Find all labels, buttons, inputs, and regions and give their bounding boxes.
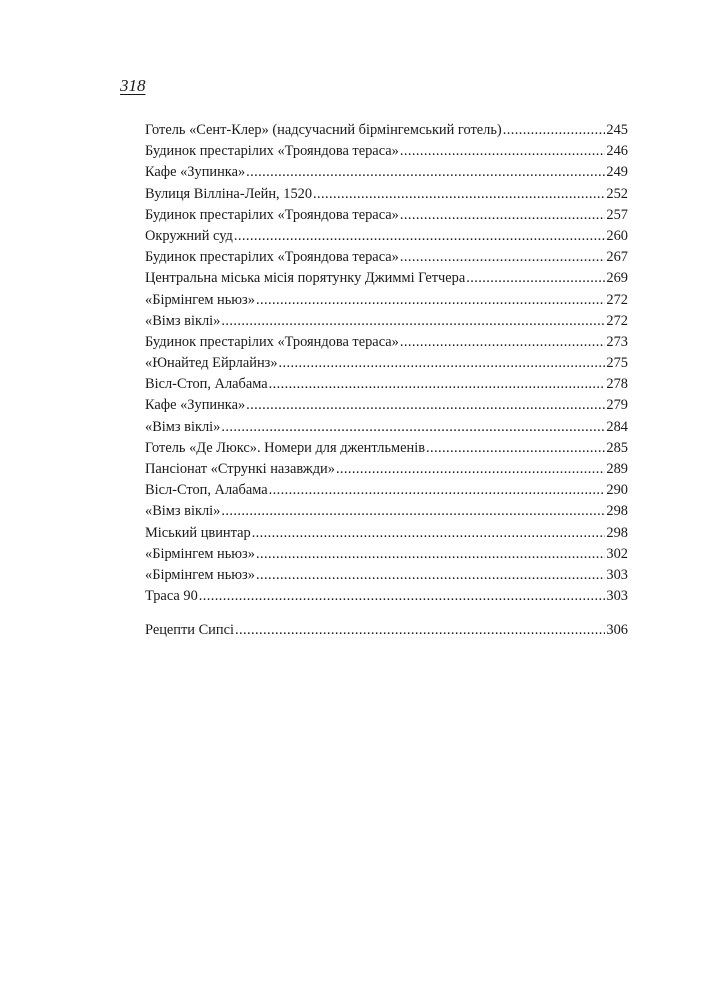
toc-entry-page: 278 (606, 376, 628, 393)
toc-entry-title: Окружний суд (145, 227, 233, 244)
toc-dot-leader (426, 438, 605, 459)
toc-entry-title: Вулиця Вілліна-Лейн, 1520 (145, 185, 313, 202)
toc-dot-leader (400, 205, 606, 226)
toc-entry-title: «Бірмінгем ньюз» (145, 545, 255, 562)
toc-entry (145, 184, 628, 205)
toc-entry (145, 332, 628, 353)
toc-entry-title: Рецепти Сипсі (145, 622, 234, 639)
toc-entry (145, 353, 628, 374)
toc-dot-leader (400, 247, 606, 268)
toc-entry-page: 245 (606, 122, 628, 138)
toc-entry (145, 417, 628, 438)
toc-dot-leader (221, 311, 605, 332)
toc-group (145, 620, 628, 641)
toc-entry (145, 120, 628, 141)
toc-entry (145, 268, 628, 289)
toc-dot-leader (252, 523, 606, 544)
toc-group (145, 120, 628, 607)
toc-entry-title: Кафе «Зупинка» (145, 397, 246, 414)
toc-dot-leader (269, 374, 606, 395)
toc-entry-page: 260 (606, 227, 628, 244)
toc-entry-page: 285 (606, 439, 628, 456)
toc-entry-page: 272 (606, 312, 628, 329)
toc-entry-title: «Бірмінгем ньюз» (145, 291, 255, 308)
toc-entry-page: 246 (606, 143, 628, 160)
toc-entry-title: Траса 90 (145, 588, 198, 605)
toc-entry (145, 586, 628, 607)
toc-entry-page: 269 (606, 270, 628, 287)
toc-entry-title: Центральна міська місія порятунку Джиммі Гетчера (145, 270, 466, 287)
toc-entry-title: Будинок престарілих «Трояндова тераса» (145, 249, 399, 266)
toc-entry-title: «Юнайтед Ейрлайнз» (145, 355, 278, 372)
toc-entry-title: «Вімз віклі» (145, 312, 221, 329)
toc-entry (145, 205, 628, 226)
toc-dot-leader (246, 395, 605, 416)
toc-entry-title: Будинок престарілих «Трояндова тераса» (145, 206, 399, 223)
toc-dot-leader (256, 290, 605, 311)
toc-entry (145, 226, 628, 247)
toc-entry-page: 257 (606, 206, 628, 223)
toc-entry (145, 480, 628, 501)
toc-entry-page: 298 (606, 503, 628, 520)
toc-entry (145, 459, 628, 480)
toc-entry (145, 395, 628, 416)
toc-entry-page: 273 (606, 333, 628, 350)
toc-dot-leader (400, 332, 606, 353)
toc-entry-page: 303 (606, 566, 628, 583)
toc-entry-page: 298 (606, 524, 628, 541)
toc-entry-page: 275 (606, 355, 628, 372)
toc-entry (145, 523, 628, 544)
toc-entry (145, 141, 628, 162)
toc-dot-leader (279, 353, 606, 374)
toc-entry-page: 252 (606, 185, 628, 202)
toc-dot-leader (313, 184, 605, 205)
toc-entry-page: 290 (606, 482, 628, 499)
toc-entry-page: 284 (606, 418, 628, 435)
toc-entry-page: 303 (606, 588, 628, 605)
toc-entry-title: Кафе «Зупинка» (145, 164, 246, 181)
toc-entry-title: Пансіонат «Стрункі назавжди» (145, 461, 335, 477)
toc-entry (145, 162, 628, 183)
toc-entry-title: Вісл-Стоп, Алабама (145, 376, 268, 393)
toc-entry-page: 267 (606, 249, 628, 266)
toc-dot-leader (256, 565, 605, 586)
toc-dot-leader (234, 226, 606, 247)
toc-entry-title: «Вімз віклі» (145, 418, 221, 435)
toc-entry (145, 501, 628, 522)
toc-dot-leader (256, 544, 605, 565)
toc-entry-title: «Бірмінгем ньюз» (145, 566, 255, 583)
toc-entry-title: Будинок престарілих «Трояндова тераса» (145, 333, 399, 350)
toc-entry (145, 565, 628, 586)
toc-dot-leader (503, 120, 606, 141)
toc-entry (145, 290, 628, 311)
toc-entry-title: Готель «Сент-Клер» (надсучасний бірмінгемський готель) (145, 122, 502, 138)
toc-entry-page: 249 (606, 164, 628, 181)
toc-entry (145, 311, 628, 332)
toc-dot-leader (269, 480, 606, 501)
toc-dot-leader (400, 141, 606, 162)
toc-entry-page: 306 (606, 622, 628, 639)
toc-entry (145, 544, 628, 565)
toc-entry-page: 279 (606, 397, 628, 414)
page-number: 318 (120, 76, 146, 95)
toc-dot-leader (336, 459, 605, 480)
toc-dot-leader (235, 620, 605, 641)
toc-dot-leader (221, 417, 605, 438)
toc-entry-title: Готель «Де Люкс». Номери для джентльменів (145, 439, 426, 456)
toc-dot-leader (246, 162, 605, 183)
toc-entry-title: Міський цвинтар (145, 524, 251, 541)
toc-dot-leader (199, 586, 606, 607)
toc-entry (145, 438, 628, 459)
toc-dot-leader (221, 501, 605, 522)
toc-entry-page: 302 (606, 545, 628, 562)
toc-entry-page: 289 (606, 461, 628, 477)
table-of-contents (145, 120, 628, 642)
toc-entry-title: Вісл-Стоп, Алабама (145, 482, 268, 499)
toc-entry (145, 620, 628, 641)
toc-entry-title: Будинок престарілих «Трояндова тераса» (145, 143, 399, 160)
toc-entry (145, 374, 628, 395)
toc-entry-page: 272 (606, 291, 628, 308)
toc-dot-leader (466, 268, 605, 289)
toc-entry (145, 247, 628, 268)
toc-entry-title: «Вімз віклі» (145, 503, 221, 520)
